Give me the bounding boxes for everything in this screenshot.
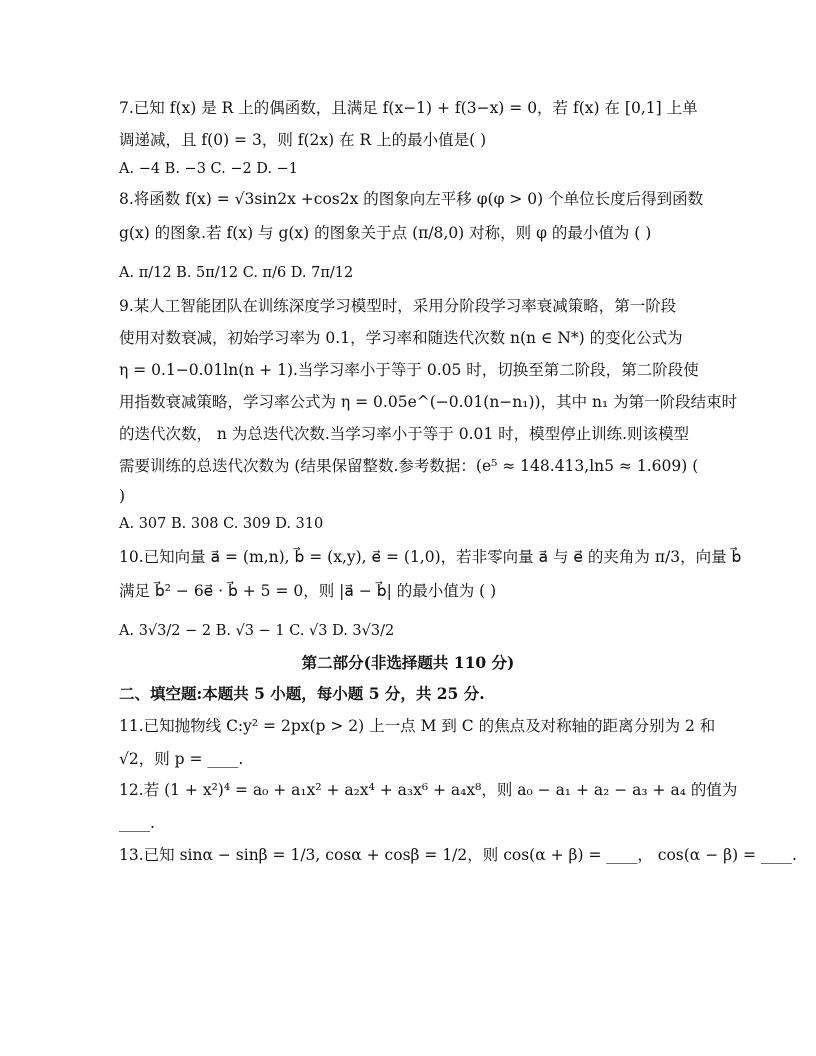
q10-line-1: 10.已知向量 a⃗ = (m,n), b⃗ = (x,y), e⃗ = (1,0)，若非零向量 a⃗ 与 e⃗ 的夹角为 π/3，向量 b⃗	[119, 548, 742, 566]
q9-line-5: 的迭代次数， n 为总迭代次数.当学习率小于等于 0.01 时，模型停止训练.则该模型	[119, 425, 690, 443]
q12-line-2: ____.	[119, 814, 155, 832]
q11-line-1: 11.已知抛物线 C:y² = 2px(p > 2) 上一点 M 到 C 的焦点及对称轴的距离分别为 2 和	[119, 717, 716, 735]
q11-line-2: √2，则 p = ____.	[119, 750, 244, 768]
q10-options: A. 3√3/2 − 2 B. √3 − 1 C. √3 D. 3√3/2	[119, 623, 395, 639]
q8-line-1: 8.将函数 f(x) = √3sin2x +cos2x 的图象向左平移 φ(φ > 0) 个单位长度后得到函数	[119, 190, 704, 208]
q9-line-3: η = 0.1−0.01ln(n + 1).当学习率小于等于 0.05 时，切换至第二阶段，第二阶段使	[119, 361, 699, 379]
q9-line-2: 使用对数衰减，初始学习率为 0.1，学习率和随迭代次数 n(n ∈ N*) 的变化公式为	[119, 329, 683, 347]
fill-section-header: 二、填空题:本题共 5 小题，每小题 5 分，共 25 分.	[119, 684, 485, 703]
q8-line-2: g(x) 的图象.若 f(x) 与 g(x) 的图象关于点 (π/8,0) 对称，则 φ 的最小值为 ( )	[119, 224, 652, 242]
q9-line-6: 需要训练的总迭代次数为 (结果保留整数.参考数据：(e⁵ ≈ 148.413,ln5 ≈ 1.609) (	[119, 457, 699, 475]
q7-options: A. −4 B. −3 C. −2 D. −1	[119, 161, 299, 177]
q9-line-1: 9.某人工智能团队在训练深度学习模型时，采用分阶段学习率衰减策略，第一阶段	[119, 297, 677, 315]
q7-line-2: 调递减，且 f(0) = 3，则 f(2x) 在 R 上的最小值是( )	[119, 131, 487, 149]
q9-line-7: )	[119, 487, 126, 505]
q9-line-4: 用指数衰减策略，学习率公式为 η = 0.05e^(−0.01(n−n₁))，其中 n₁ 为第一阶段结束时	[119, 393, 738, 411]
q9-options: A. 307 B. 308 C. 309 D. 310	[119, 516, 324, 532]
section-title: 第二部分(非选择题共 110 分)	[301, 653, 515, 672]
q10-line-2: 满足 b⃗² − 6e⃗ · b⃗ + 5 = 0，则 |a⃗ − b⃗| 的最小值为 ( )	[119, 582, 497, 600]
q8-options: A. π/12 B. 5π/12 C. π/6 D. 7π/12	[119, 265, 354, 281]
q13-line-1: 13.已知 sinα − sinβ = 1/3, cosα + cosβ = 1/2，则 cos(α + β) = ____， cos(α − β) = ____.	[119, 846, 797, 864]
q12-line-1: 12.若 (1 + x²)⁴ = a₀ + a₁x² + a₂x⁴ + a₃x⁶ + a₄x⁸，则 a₀ − a₁ + a₂ − a₃ + a₄ 的值为	[119, 781, 738, 799]
q7-line-1: 7.已知 f(x) 是 R 上的偶函数，且满足 f(x−1) + f(3−x) = 0，若 f(x) 在 [0,1] 上单	[119, 99, 698, 117]
